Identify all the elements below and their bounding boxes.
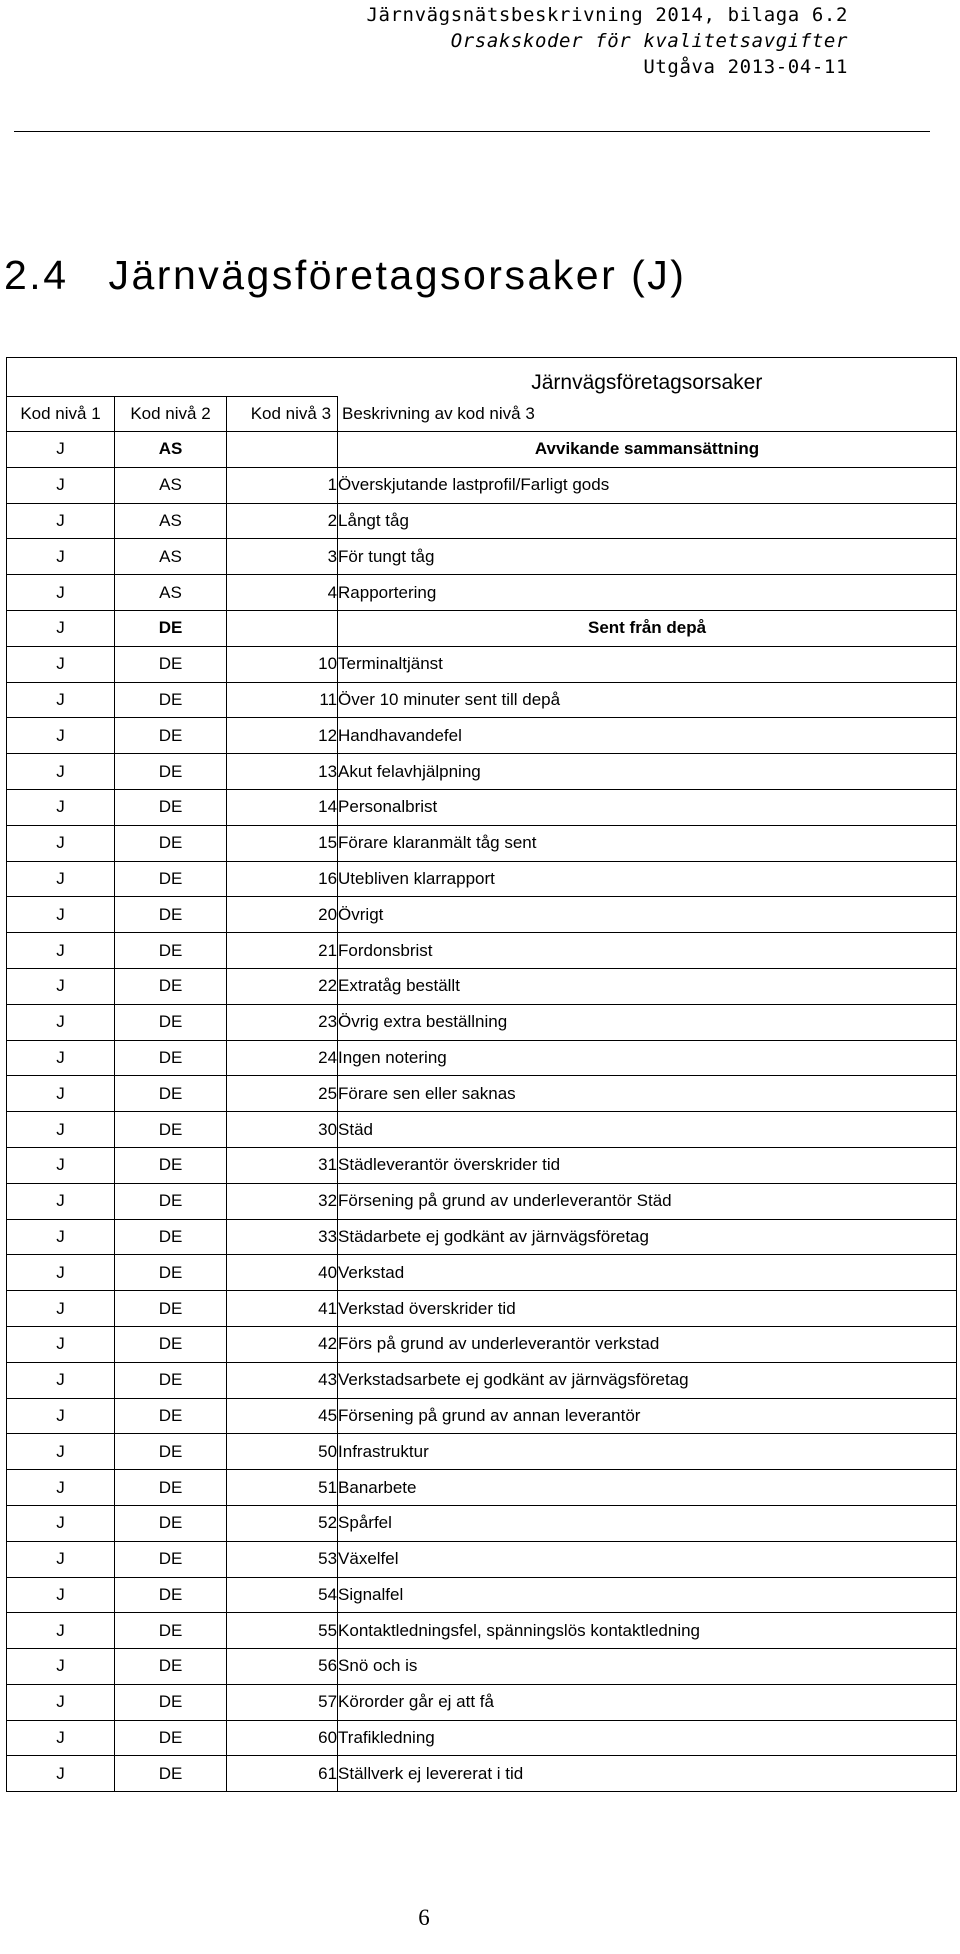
description-cell: Utebliven klarrapport	[338, 861, 957, 897]
code-level-3-cell: 57	[227, 1684, 338, 1720]
code-level-2-cell: DE	[115, 1398, 227, 1434]
table-row	[7, 1505, 957, 1541]
description-cell: Signalfel	[338, 1577, 957, 1613]
code-level-3-cell: 10	[227, 646, 338, 682]
description-cell: Extratåg beställt	[338, 968, 957, 1004]
description-cell: Sent från depå	[338, 610, 957, 646]
column-header-level-1: Kod nivå 1	[7, 397, 115, 432]
section-number: 2.4	[4, 252, 69, 298]
description-cell: För tungt tåg	[338, 539, 957, 575]
code-level-2-cell: AS	[115, 575, 227, 611]
table-row	[7, 1291, 957, 1327]
table-row	[7, 646, 957, 682]
code-level-1-cell: J	[7, 718, 115, 754]
table-row	[7, 1183, 957, 1219]
table-title: Järnvägsföretagsorsaker	[338, 358, 957, 397]
description-cell: Långt tåg	[338, 503, 957, 539]
header-appendix-title: Orsakskoder för kvalitetsavgifter	[450, 30, 848, 52]
code-level-3-cell: 3	[227, 539, 338, 575]
code-level-3-cell: 20	[227, 897, 338, 933]
code-level-1-cell: J	[7, 1112, 115, 1148]
code-level-2-cell: DE	[115, 1505, 227, 1541]
description-cell: Ställverk ej levererat i tid	[338, 1756, 957, 1792]
code-level-1-cell: J	[7, 897, 115, 933]
code-level-2-cell: DE	[115, 610, 227, 646]
code-level-3-cell: 13	[227, 754, 338, 790]
code-level-2-cell: DE	[115, 1326, 227, 1362]
table-row	[7, 718, 957, 754]
code-level-1-cell: J	[7, 1541, 115, 1577]
code-level-2-cell: DE	[115, 1613, 227, 1649]
code-level-2-cell: DE	[115, 1756, 227, 1792]
code-level-3-cell: 45	[227, 1398, 338, 1434]
code-level-2-cell: DE	[115, 1219, 227, 1255]
code-level-3-cell: 4	[227, 575, 338, 611]
page-number: 6	[418, 1905, 430, 1930]
code-level-2-cell: DE	[115, 718, 227, 754]
description-cell: Banarbete	[338, 1470, 957, 1506]
description-cell: Snö och is	[338, 1649, 957, 1685]
description-cell: Verkstadsarbete ej godkänt av järnvägsföretag	[338, 1362, 957, 1398]
code-level-3-cell: 30	[227, 1112, 338, 1148]
code-level-3-cell: 54	[227, 1577, 338, 1613]
table-row	[7, 1004, 957, 1040]
code-level-2-cell: DE	[115, 1649, 227, 1685]
code-level-1-cell: J	[7, 1398, 115, 1434]
description-cell: Övrig extra beställning	[338, 1004, 957, 1040]
code-level-1-cell: J	[7, 1326, 115, 1362]
description-cell: Ingen notering	[338, 1040, 957, 1076]
code-level-1-cell: J	[7, 1434, 115, 1470]
table-row	[7, 1577, 957, 1613]
description-cell: Fordonsbrist	[338, 933, 957, 969]
code-level-1-cell: J	[7, 754, 115, 790]
description-cell: Växelfel	[338, 1541, 957, 1577]
code-level-3-cell: 61	[227, 1756, 338, 1792]
code-level-1-cell: J	[7, 861, 115, 897]
code-level-2-cell: DE	[115, 1076, 227, 1112]
table-row	[7, 1076, 957, 1112]
description-cell: Verkstad överskrider tid	[338, 1291, 957, 1327]
code-level-3-cell: 40	[227, 1255, 338, 1291]
code-level-2-cell: DE	[115, 1434, 227, 1470]
code-level-3-cell: 52	[227, 1505, 338, 1541]
code-level-2-cell: DE	[115, 825, 227, 861]
code-level-1-cell: J	[7, 1076, 115, 1112]
code-level-1-cell: J	[7, 646, 115, 682]
code-level-1-cell: J	[7, 1649, 115, 1685]
table-row	[7, 754, 957, 790]
code-level-3-cell	[227, 432, 338, 468]
code-level-1-cell: J	[7, 1684, 115, 1720]
code-level-1-cell: J	[7, 1577, 115, 1613]
code-level-1-cell: J	[7, 575, 115, 611]
table-row	[7, 1040, 957, 1076]
code-level-3-cell: 11	[227, 682, 338, 718]
code-level-3-cell: 24	[227, 1040, 338, 1076]
cause-code-table	[6, 357, 957, 1792]
table-row	[7, 1219, 957, 1255]
table-row	[7, 1326, 957, 1362]
code-level-1-cell: J	[7, 1470, 115, 1506]
code-level-2-cell: DE	[115, 897, 227, 933]
code-level-2-cell: AS	[115, 432, 227, 468]
code-level-2-cell: DE	[115, 933, 227, 969]
description-cell: Förs på grund av underleverantör verkstad	[338, 1326, 957, 1362]
code-level-2-cell: DE	[115, 968, 227, 1004]
table-row	[7, 1147, 957, 1183]
code-level-2-cell: AS	[115, 539, 227, 575]
table-row	[7, 1362, 957, 1398]
header-divider	[14, 131, 930, 132]
code-level-2-cell: DE	[115, 789, 227, 825]
code-level-3-cell: 50	[227, 1434, 338, 1470]
description-cell: Avvikande sammansättning	[338, 432, 957, 468]
code-level-1-cell: J	[7, 467, 115, 503]
code-level-2-cell: DE	[115, 646, 227, 682]
table-title-row	[7, 358, 957, 397]
table-title-spacer	[7, 358, 338, 397]
code-level-1-cell: J	[7, 1505, 115, 1541]
column-header-level-3: Kod nivå 3	[227, 397, 338, 432]
code-level-1-cell: J	[7, 1255, 115, 1291]
description-cell: Kontaktledningsfel, spänningslös kontaktledning	[338, 1613, 957, 1649]
description-cell: Rapportering	[338, 575, 957, 611]
table-row	[7, 1255, 957, 1291]
code-level-2-cell: DE	[115, 1004, 227, 1040]
code-level-2-cell: DE	[115, 1183, 227, 1219]
code-level-2-cell: DE	[115, 682, 227, 718]
description-cell: Spårfel	[338, 1505, 957, 1541]
code-level-3-cell: 2	[227, 503, 338, 539]
description-cell: Körorder går ej att få	[338, 1684, 957, 1720]
code-level-1-cell: J	[7, 1219, 115, 1255]
table-row	[7, 539, 957, 575]
code-level-3-cell: 42	[227, 1326, 338, 1362]
description-cell: Övrigt	[338, 897, 957, 933]
code-level-2-cell: DE	[115, 1362, 227, 1398]
code-level-3-cell: 60	[227, 1720, 338, 1756]
table-row	[7, 1112, 957, 1148]
code-level-2-cell: DE	[115, 1112, 227, 1148]
description-cell: Terminaltjänst	[338, 646, 957, 682]
code-level-3-cell: 53	[227, 1541, 338, 1577]
code-level-1-cell: J	[7, 432, 115, 468]
code-level-1-cell: J	[7, 1756, 115, 1792]
code-level-2-cell: DE	[115, 1291, 227, 1327]
code-level-3-cell: 55	[227, 1613, 338, 1649]
code-level-2-cell: DE	[115, 1147, 227, 1183]
table-row	[7, 682, 957, 718]
code-level-3-cell: 31	[227, 1147, 338, 1183]
code-level-3-cell: 21	[227, 933, 338, 969]
table-header-row	[7, 397, 957, 432]
code-level-2-cell: DE	[115, 754, 227, 790]
code-level-2-cell: DE	[115, 1541, 227, 1577]
code-level-3-cell: 56	[227, 1649, 338, 1685]
code-level-2-cell: DE	[115, 1470, 227, 1506]
code-level-2-cell: AS	[115, 467, 227, 503]
table-row	[7, 825, 957, 861]
section-heading	[4, 250, 686, 300]
description-cell: Försening på grund av underleverantör Städ	[338, 1183, 957, 1219]
table-row	[7, 1613, 957, 1649]
code-level-1-cell: J	[7, 503, 115, 539]
code-level-1-cell: J	[7, 789, 115, 825]
description-cell: Infrastruktur	[338, 1434, 957, 1470]
code-level-2-cell: DE	[115, 1040, 227, 1076]
table-row	[7, 861, 957, 897]
code-level-1-cell: J	[7, 1291, 115, 1327]
code-level-3-cell: 25	[227, 1076, 338, 1112]
table-row	[7, 1434, 957, 1470]
table-row	[7, 933, 957, 969]
description-cell: Överskjutande lastprofil/Farligt gods	[338, 467, 957, 503]
code-level-3-cell: 22	[227, 968, 338, 1004]
code-level-3-cell: 16	[227, 861, 338, 897]
description-cell: Städarbete ej godkänt av järnvägsföretag	[338, 1219, 957, 1255]
code-level-3-cell: 43	[227, 1362, 338, 1398]
code-level-1-cell: J	[7, 1183, 115, 1219]
description-cell: Trafikledning	[338, 1720, 957, 1756]
header-edition-date: Utgåva 2013-04-11	[643, 56, 848, 78]
table-row	[7, 503, 957, 539]
header-document-title: Järnvägsnätsbeskrivning 2014, bilaga 6.2	[366, 4, 848, 26]
code-level-2-cell: DE	[115, 1577, 227, 1613]
code-level-2-cell: DE	[115, 1720, 227, 1756]
code-level-3-cell: 1	[227, 467, 338, 503]
table-group-row	[7, 610, 957, 646]
code-level-3-cell: 51	[227, 1470, 338, 1506]
code-level-1-cell: J	[7, 825, 115, 861]
code-level-1-cell: J	[7, 1004, 115, 1040]
code-level-1-cell: J	[7, 682, 115, 718]
code-level-3-cell: 41	[227, 1291, 338, 1327]
table-row	[7, 1684, 957, 1720]
column-header-level-2: Kod nivå 2	[115, 397, 227, 432]
code-level-1-cell: J	[7, 933, 115, 969]
code-level-2-cell: DE	[115, 1684, 227, 1720]
table-row	[7, 1398, 957, 1434]
description-cell: Städ	[338, 1112, 957, 1148]
code-level-1-cell: J	[7, 968, 115, 1004]
code-level-2-cell: AS	[115, 503, 227, 539]
code-level-3-cell: 12	[227, 718, 338, 754]
table-row	[7, 1649, 957, 1685]
table-row	[7, 1756, 957, 1792]
table-row	[7, 467, 957, 503]
table-row	[7, 1470, 957, 1506]
table-row	[7, 897, 957, 933]
code-level-2-cell: DE	[115, 1255, 227, 1291]
description-cell: Handhavandefel	[338, 718, 957, 754]
description-cell: Städleverantör överskrider tid	[338, 1147, 957, 1183]
table-row	[7, 968, 957, 1004]
table-row	[7, 575, 957, 611]
code-level-3-cell: 33	[227, 1219, 338, 1255]
code-level-1-cell: J	[7, 610, 115, 646]
code-level-2-cell: DE	[115, 861, 227, 897]
code-level-1-cell: J	[7, 1720, 115, 1756]
column-header-description: Beskrivning av kod nivå 3	[338, 397, 957, 432]
document-header	[0, 2, 848, 80]
code-level-1-cell: J	[7, 1613, 115, 1649]
section-title: Järnvägsföretagsorsaker (J)	[108, 252, 687, 298]
description-cell: Verkstad	[338, 1255, 957, 1291]
description-cell: Försening på grund av annan leverantör	[338, 1398, 957, 1434]
code-level-1-cell: J	[7, 1040, 115, 1076]
code-level-3-cell: 23	[227, 1004, 338, 1040]
code-level-1-cell: J	[7, 539, 115, 575]
description-cell: Akut felavhjälpning	[338, 754, 957, 790]
code-level-3-cell: 15	[227, 825, 338, 861]
description-cell: Förare sen eller saknas	[338, 1076, 957, 1112]
code-level-3-cell	[227, 610, 338, 646]
table-row	[7, 1541, 957, 1577]
table-row	[7, 789, 957, 825]
code-level-3-cell: 32	[227, 1183, 338, 1219]
table-group-row	[7, 432, 957, 468]
code-level-1-cell: J	[7, 1147, 115, 1183]
code-level-3-cell: 14	[227, 789, 338, 825]
description-cell: Över 10 minuter sent till depå	[338, 682, 957, 718]
description-cell: Personalbrist	[338, 789, 957, 825]
description-cell: Förare klaranmält tåg sent	[338, 825, 957, 861]
table-row	[7, 1720, 957, 1756]
code-level-1-cell: J	[7, 1362, 115, 1398]
